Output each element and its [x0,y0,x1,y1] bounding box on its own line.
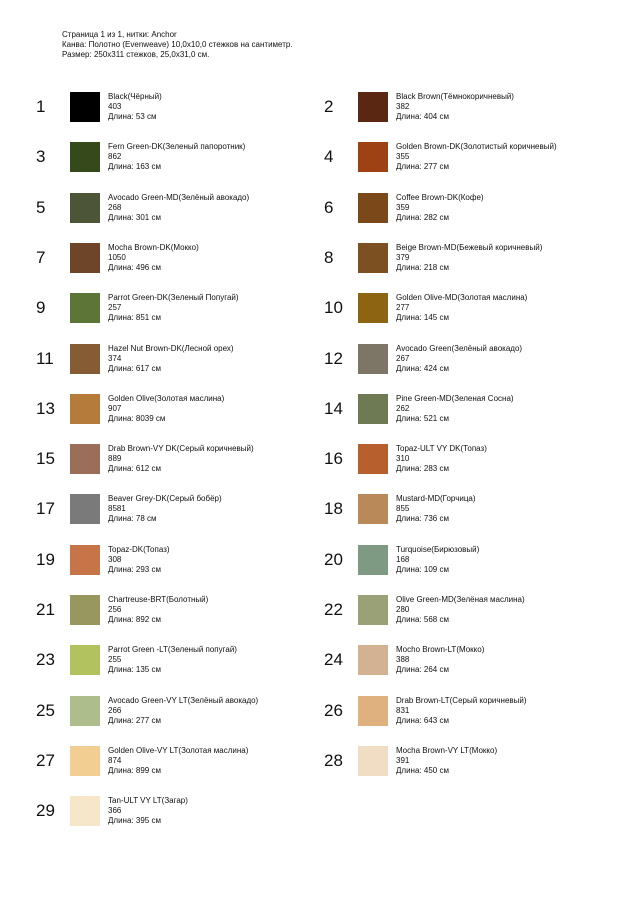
thread-length: Длина: 8039 см [108,413,166,423]
thread-name: Avocado Green-VY LT(Зелёный авокадо) [108,695,259,705]
thread-item [324,696,614,728]
thread-length: Длина: 218 см [396,262,449,272]
thread-length: Длина: 899 см [108,765,161,775]
thread-info [396,545,479,575]
thread-color-swatch [70,494,100,524]
thread-length: Длина: 293 см [108,564,161,574]
thread-code: 391 [396,755,410,765]
thread-code: 310 [396,454,410,464]
thread-item [36,142,326,174]
thread-color-swatch [358,444,388,474]
thread-length: Длина: 612 см [108,464,161,474]
thread-info [396,293,527,323]
thread-item [324,344,614,376]
thread-name: Black(Чёрный) [108,92,162,101]
thread-length: Длина: 736 см [396,514,449,524]
thread-code: 403 [108,102,122,111]
thread-item [36,545,326,577]
thread-code: 379 [396,252,410,262]
thread-item [36,595,326,627]
thread-length: Длина: 643 см [396,715,449,725]
thread-code: 255 [108,655,122,665]
thread-name: Mocho Brown-LT(Мокко) [396,645,485,655]
thread-color-swatch [70,545,100,575]
thread-code: 907 [108,403,122,413]
thread-length: Длина: 163 см [108,162,161,172]
thread-color-swatch [70,394,100,424]
thread-item [324,545,614,577]
thread-item [36,344,326,376]
thread-item [324,243,614,275]
thread-item [36,696,326,728]
thread-name: Avocado Green(Зелёный авокадо) [396,343,523,353]
thread-name: Golden Olive-VY LT(Золотая маслина) [108,745,249,755]
thread-name: Hazel Nut Brown-DK(Лесной орех) [108,343,234,353]
thread-name: Olive Green-MD(Зелёная маслина) [396,595,525,604]
thread-length: Длина: 135 см [108,665,161,675]
thread-number: 15 [36,449,55,469]
thread-info [396,494,476,524]
thread-name: Beige Brown-MD(Бежевый коричневый) [396,242,543,252]
thread-info [108,92,162,122]
thread-code: 1050 [108,252,126,262]
thread-code: 8581 [108,504,126,514]
thread-info [396,142,557,172]
thread-code: 262 [396,403,410,413]
thread-code: 280 [396,605,410,614]
thread-number: 17 [36,499,55,519]
thread-length: Длина: 277 см [108,715,161,725]
thread-length: Длина: 892 см [108,615,161,624]
thread-item [36,193,326,225]
thread-name: Black Brown(Тёмнокоричневый) [396,92,514,101]
thread-code: 382 [396,102,410,111]
thread-number: 19 [36,549,55,569]
thread-number: 28 [324,750,343,770]
thread-info [108,444,254,474]
thread-color-swatch [70,645,100,675]
thread-length: Длина: 521 см [396,413,449,423]
thread-item [324,494,614,526]
thread-info [108,545,170,575]
thread-name: Turquoise(Бирюзовый) [396,544,480,554]
thread-name: Pine Green-MD(Зеленая Сосна) [396,393,514,403]
thread-length: Длина: 264 см [396,665,449,675]
thread-length: Длина: 282 см [396,212,449,222]
thread-color-swatch [70,696,100,726]
thread-length: Длина: 283 см [396,464,449,474]
thread-color-swatch [358,595,388,625]
thread-number: 24 [324,650,343,670]
thread-item [324,92,614,124]
thread-info [108,142,245,172]
thread-item [36,645,326,677]
thread-color-swatch [358,344,388,374]
thread-name: Beaver Grey-DK(Серый бобёр) [108,494,222,504]
thread-number: 21 [36,600,55,619]
thread-number: 5 [36,197,46,217]
thread-item [324,595,614,627]
thread-number: 8 [324,247,334,267]
thread-number: 11 [36,348,54,368]
thread-item [324,293,614,325]
thread-color-swatch [70,595,100,625]
thread-length: Длина: 277 см [396,162,449,172]
thread-number: 26 [324,700,343,720]
thread-color-swatch [70,293,100,323]
thread-info [108,293,239,323]
thread-name: Parrot Green-DK(Зеленый Попугай) [108,293,239,303]
thread-code: 889 [108,454,122,464]
thread-info [396,696,527,726]
thread-length: Длина: 450 см [396,765,449,775]
thread-code: 855 [396,504,410,514]
thread-info [396,595,525,625]
thread-color-swatch [358,142,388,172]
thread-number: 29 [36,801,55,821]
thread-number: 6 [324,197,334,217]
thread-name: Topaz-DK(Топаз) [108,544,170,554]
thread-name: Topaz-ULT VY DK(Топаз) [396,444,487,454]
thread-length: Длина: 395 см [108,816,161,826]
thread-name: Mustard-MD(Горчица) [396,494,476,504]
thread-info [108,645,237,675]
thread-info [108,746,248,776]
thread-name: Parrot Green -LT(Зеленый попугай) [108,645,237,655]
thread-number: 18 [324,499,343,519]
thread-name: Golden Olive(Золотая маслина) [108,393,225,403]
thread-code: 168 [396,554,410,564]
thread-number: 7 [36,247,46,267]
thread-item [324,444,614,476]
thread-code: 268 [108,202,122,212]
size-info-text: Размер: 250x311 стежков, 25,0x31,0 см. [62,50,210,59]
thread-number: 23 [36,650,55,670]
thread-color-swatch [70,796,100,826]
thread-code: 308 [108,554,122,564]
thread-number: 9 [36,298,46,318]
thread-color-swatch [70,444,100,474]
thread-number: 2 [324,97,334,116]
thread-number: 14 [324,398,343,418]
thread-info [108,344,234,374]
thread-length: Длина: 53 см [108,112,157,121]
thread-item [36,394,326,426]
thread-item [36,243,326,275]
thread-info [396,92,514,122]
canvas-info-text: Канва: Полотно (Evenweave) 10,0x10,0 стежков на сантиметр. [62,40,293,49]
thread-code: 388 [396,655,410,665]
thread-info [396,344,522,374]
thread-name: Tan-ULT VY LT(Загар) [108,796,188,806]
thread-number: 4 [324,147,334,167]
thread-length: Длина: 301 см [108,212,161,222]
thread-color-swatch [70,243,100,273]
thread-name: Drab Brown-VY DK(Серый коричневый) [108,444,254,454]
thread-info [396,243,542,273]
thread-number: 20 [324,549,343,569]
thread-item [324,645,614,677]
thread-color-swatch [70,142,100,172]
thread-color-swatch [358,193,388,223]
thread-info [108,193,249,223]
thread-length: Длина: 145 см [396,313,449,323]
thread-number: 3 [36,147,46,167]
thread-color-swatch [358,293,388,323]
thread-info [108,696,258,726]
thread-color-swatch [70,746,100,776]
thread-code: 831 [396,705,410,715]
thread-length: Длина: 617 см [108,363,161,373]
thread-item [324,394,614,426]
thread-item [36,796,326,828]
thread-number: 12 [324,348,343,368]
thread-name: Chartreuse-BRT(Болотный) [108,595,209,604]
thread-length: Длина: 78 см [108,514,157,524]
thread-item [36,92,326,124]
thread-info [108,394,224,424]
thread-item [36,444,326,476]
thread-code: 266 [108,705,122,715]
thread-number: 1 [36,97,46,116]
thread-item [324,142,614,174]
thread-color-swatch [358,243,388,273]
thread-name: Golden Olive-MD(Золотая маслина) [396,293,528,303]
thread-color-swatch [358,545,388,575]
thread-item [36,746,326,778]
thread-code: 257 [108,303,122,313]
thread-name: Drab Brown-LT(Серый коричневый) [396,695,527,705]
thread-info [396,645,484,675]
thread-info [108,595,208,625]
thread-color-swatch [70,344,100,374]
thread-code: 267 [396,353,410,363]
thread-number: 13 [36,398,55,418]
thread-code: 862 [108,152,122,162]
thread-color-swatch [358,645,388,675]
thread-length: Длина: 496 см [108,262,161,272]
thread-name: Mocha Brown-DK(Мокко) [108,242,199,252]
thread-length: Длина: 404 см [396,112,449,121]
thread-number: 27 [36,750,55,770]
thread-code: 355 [396,152,410,162]
thread-info [108,243,199,273]
thread-name: Avocado Green-MD(Зелёный авокадо) [108,192,250,202]
thread-code: 874 [108,755,122,765]
thread-length: Длина: 568 см [396,615,449,624]
thread-color-swatch [358,92,388,122]
thread-length: Длина: 109 см [396,564,449,574]
thread-number: 16 [324,449,343,469]
thread-info [396,444,487,474]
thread-name: Mocha Brown-VY LT(Мокко) [396,745,498,755]
thread-length: Длина: 424 см [396,363,449,373]
thread-number: 25 [36,700,55,720]
thread-name: Golden Brown-DK(Золотистый коричневый) [396,142,557,152]
thread-code: 359 [396,202,410,212]
thread-item [324,746,614,778]
thread-color-swatch [70,92,100,122]
page-info-text: Страница 1 из 1, нитки: Anchor [62,30,177,39]
thread-color-swatch [358,394,388,424]
thread-length: Длина: 851 см [108,313,161,323]
thread-code: 256 [108,605,122,614]
thread-code: 277 [396,303,410,313]
thread-info [396,746,497,776]
thread-info [108,796,188,826]
thread-item [36,494,326,526]
thread-info [396,193,484,223]
thread-name: Fern Green-DK(Зеленый папоротник) [108,142,246,152]
thread-color-swatch [358,494,388,524]
thread-name: Coffee Brown-DK(Кофе) [396,192,484,202]
thread-color-swatch [358,696,388,726]
thread-color-swatch [358,746,388,776]
thread-code: 374 [108,353,122,363]
thread-number: 10 [324,298,343,318]
thread-item [36,293,326,325]
thread-number: 22 [324,600,343,619]
thread-info [396,394,514,424]
thread-info [108,494,222,524]
thread-item [324,193,614,225]
thread-code: 366 [108,806,122,816]
thread-color-swatch [70,193,100,223]
